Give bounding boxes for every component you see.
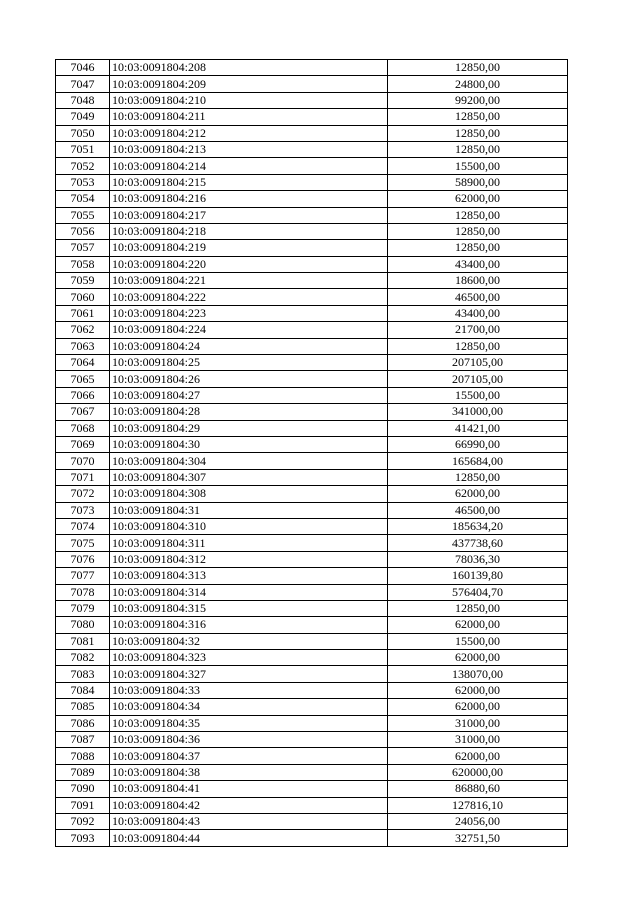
row-number-cell: 7060 [56,289,110,305]
table-row [56,551,568,567]
table-row [56,223,568,239]
cadastral-number-cell: 10:03:0091804:323 [110,650,388,666]
amount-cell: 31000,00 [388,732,568,748]
amount-cell: 160139,80 [388,568,568,584]
row-number-cell: 7077 [56,568,110,584]
row-number-cell: 7080 [56,617,110,633]
amount-cell: 41421,00 [388,420,568,436]
amount-cell: 341000,00 [388,404,568,420]
cadastral-number-cell: 10:03:0091804:327 [110,666,388,682]
row-number-cell: 7089 [56,764,110,780]
table-row [56,781,568,797]
cadastral-number-cell: 10:03:0091804:24 [110,338,388,354]
table-row [56,469,568,485]
row-number-cell: 7046 [56,60,110,76]
row-number-cell: 7056 [56,223,110,239]
row-number-cell: 7049 [56,109,110,125]
amount-cell: 12850,00 [388,60,568,76]
cadastral-number-cell: 10:03:0091804:313 [110,568,388,584]
amount-cell: 12850,00 [388,240,568,256]
row-number-cell: 7078 [56,584,110,600]
row-number-cell: 7058 [56,256,110,272]
table-row [56,748,568,764]
table-row [56,633,568,649]
row-number-cell: 7088 [56,748,110,764]
amount-cell: 576404,70 [388,584,568,600]
cadastral-number-cell: 10:03:0091804:221 [110,273,388,289]
cadastral-number-cell: 10:03:0091804:217 [110,207,388,223]
amount-cell: 31000,00 [388,715,568,731]
table-row [56,764,568,780]
amount-cell: 12850,00 [388,469,568,485]
amount-cell: 43400,00 [388,305,568,321]
amount-cell: 127816,10 [388,797,568,813]
cadastral-number-cell: 10:03:0091804:26 [110,371,388,387]
amount-cell: 207105,00 [388,371,568,387]
table-row [56,191,568,207]
table-row [56,715,568,731]
table-row [56,732,568,748]
row-number-cell: 7061 [56,305,110,321]
cadastral-number-cell: 10:03:0091804:33 [110,682,388,698]
row-number-cell: 7074 [56,518,110,534]
cadastral-number-cell: 10:03:0091804:43 [110,813,388,829]
table-row [56,830,568,846]
row-number-cell: 7064 [56,355,110,371]
table-row [56,240,568,256]
cadastral-number-cell: 10:03:0091804:28 [110,404,388,420]
table-row [56,518,568,534]
amount-cell: 62000,00 [388,682,568,698]
table-row [56,141,568,157]
data-table [55,59,568,847]
table-row [56,404,568,420]
table-row [56,76,568,92]
cadastral-number-cell: 10:03:0091804:212 [110,125,388,141]
row-number-cell: 7072 [56,486,110,502]
amount-cell: 62000,00 [388,699,568,715]
amount-cell: 165684,00 [388,453,568,469]
table-row [56,682,568,698]
cadastral-number-cell: 10:03:0091804:308 [110,486,388,502]
table-row [56,355,568,371]
amount-cell: 12850,00 [388,141,568,157]
cadastral-number-cell: 10:03:0091804:218 [110,223,388,239]
table-row [56,813,568,829]
row-number-cell: 7048 [56,92,110,108]
row-number-cell: 7084 [56,682,110,698]
table-row [56,305,568,321]
cadastral-number-cell: 10:03:0091804:208 [110,60,388,76]
row-number-cell: 7063 [56,338,110,354]
amount-cell: 185634,20 [388,518,568,534]
cadastral-number-cell: 10:03:0091804:220 [110,256,388,272]
row-number-cell: 7091 [56,797,110,813]
table-row [56,338,568,354]
amount-cell: 12850,00 [388,338,568,354]
table-row [56,436,568,452]
table-row [56,256,568,272]
cadastral-number-cell: 10:03:0091804:211 [110,109,388,125]
table-row [56,387,568,403]
table-row [56,174,568,190]
table-row [56,650,568,666]
row-number-cell: 7081 [56,633,110,649]
cadastral-number-cell: 10:03:0091804:25 [110,355,388,371]
row-number-cell: 7050 [56,125,110,141]
amount-cell: 99200,00 [388,92,568,108]
amount-cell: 62000,00 [388,191,568,207]
row-number-cell: 7082 [56,650,110,666]
cadastral-number-cell: 10:03:0091804:307 [110,469,388,485]
cadastral-number-cell: 10:03:0091804:312 [110,551,388,567]
amount-cell: 437738,60 [388,535,568,551]
row-number-cell: 7079 [56,600,110,616]
amount-cell: 15500,00 [388,158,568,174]
row-number-cell: 7057 [56,240,110,256]
amount-cell: 15500,00 [388,633,568,649]
amount-cell: 620000,00 [388,764,568,780]
amount-cell: 207105,00 [388,355,568,371]
table-row [56,502,568,518]
cadastral-number-cell: 10:03:0091804:41 [110,781,388,797]
cadastral-number-cell: 10:03:0091804:44 [110,830,388,846]
cadastral-number-cell: 10:03:0091804:42 [110,797,388,813]
table-row [56,125,568,141]
amount-cell: 138070,00 [388,666,568,682]
table-row [56,699,568,715]
amount-cell: 58900,00 [388,174,568,190]
amount-cell: 15500,00 [388,387,568,403]
row-number-cell: 7085 [56,699,110,715]
cadastral-number-cell: 10:03:0091804:36 [110,732,388,748]
row-number-cell: 7069 [56,436,110,452]
cadastral-number-cell: 10:03:0091804:29 [110,420,388,436]
cadastral-number-cell: 10:03:0091804:219 [110,240,388,256]
amount-cell: 46500,00 [388,289,568,305]
cadastral-number-cell: 10:03:0091804:37 [110,748,388,764]
amount-cell: 62000,00 [388,748,568,764]
row-number-cell: 7083 [56,666,110,682]
cadastral-number-cell: 10:03:0091804:224 [110,322,388,338]
table-row [56,486,568,502]
table-row [56,535,568,551]
amount-cell: 12850,00 [388,207,568,223]
amount-cell: 32751,50 [388,830,568,846]
table-row [56,92,568,108]
amount-cell: 43400,00 [388,256,568,272]
cadastral-number-cell: 10:03:0091804:30 [110,436,388,452]
table-row [56,289,568,305]
row-number-cell: 7068 [56,420,110,436]
row-number-cell: 7051 [56,141,110,157]
table-row [56,666,568,682]
row-number-cell: 7087 [56,732,110,748]
cadastral-number-cell: 10:03:0091804:216 [110,191,388,207]
row-number-cell: 7067 [56,404,110,420]
amount-cell: 12850,00 [388,600,568,616]
cadastral-number-cell: 10:03:0091804:215 [110,174,388,190]
amount-cell: 46500,00 [388,502,568,518]
row-number-cell: 7055 [56,207,110,223]
table-row [56,420,568,436]
amount-cell: 12850,00 [388,125,568,141]
row-number-cell: 7073 [56,502,110,518]
amount-cell: 62000,00 [388,486,568,502]
row-number-cell: 7070 [56,453,110,469]
cadastral-number-cell: 10:03:0091804:314 [110,584,388,600]
cadastral-number-cell: 10:03:0091804:210 [110,92,388,108]
table-row [56,568,568,584]
row-number-cell: 7093 [56,830,110,846]
cadastral-number-cell: 10:03:0091804:35 [110,715,388,731]
cadastral-number-cell: 10:03:0091804:213 [110,141,388,157]
cadastral-number-cell: 10:03:0091804:209 [110,76,388,92]
table-row [56,60,568,76]
amount-cell: 21700,00 [388,322,568,338]
cadastral-number-cell: 10:03:0091804:311 [110,535,388,551]
table-row [56,600,568,616]
cadastral-number-cell: 10:03:0091804:32 [110,633,388,649]
row-number-cell: 7066 [56,387,110,403]
row-number-cell: 7071 [56,469,110,485]
row-number-cell: 7075 [56,535,110,551]
table-row [56,617,568,633]
cadastral-number-cell: 10:03:0091804:214 [110,158,388,174]
row-number-cell: 7053 [56,174,110,190]
row-number-cell: 7052 [56,158,110,174]
amount-cell: 62000,00 [388,617,568,633]
table-row [56,797,568,813]
row-number-cell: 7076 [56,551,110,567]
amount-cell: 62000,00 [388,650,568,666]
row-number-cell: 7054 [56,191,110,207]
table-row [56,109,568,125]
cadastral-number-cell: 10:03:0091804:310 [110,518,388,534]
table-row [56,322,568,338]
table-row [56,453,568,469]
row-number-cell: 7092 [56,813,110,829]
table-row [56,158,568,174]
row-number-cell: 7090 [56,781,110,797]
amount-cell: 24800,00 [388,76,568,92]
amount-cell: 78036,30 [388,551,568,567]
row-number-cell: 7047 [56,76,110,92]
cadastral-number-cell: 10:03:0091804:222 [110,289,388,305]
table-row [56,371,568,387]
cadastral-number-cell: 10:03:0091804:31 [110,502,388,518]
data-table-body [56,60,568,847]
cadastral-number-cell: 10:03:0091804:316 [110,617,388,633]
table-row [56,584,568,600]
cadastral-number-cell: 10:03:0091804:27 [110,387,388,403]
row-number-cell: 7062 [56,322,110,338]
row-number-cell: 7059 [56,273,110,289]
cadastral-number-cell: 10:03:0091804:38 [110,764,388,780]
row-number-cell: 7086 [56,715,110,731]
row-number-cell: 7065 [56,371,110,387]
cadastral-number-cell: 10:03:0091804:34 [110,699,388,715]
amount-cell: 86880,60 [388,781,568,797]
amount-cell: 12850,00 [388,109,568,125]
amount-cell: 12850,00 [388,223,568,239]
table-row [56,273,568,289]
cadastral-number-cell: 10:03:0091804:315 [110,600,388,616]
cadastral-number-cell: 10:03:0091804:304 [110,453,388,469]
amount-cell: 66990,00 [388,436,568,452]
cadastral-number-cell: 10:03:0091804:223 [110,305,388,321]
amount-cell: 24056,00 [388,813,568,829]
table-row [56,207,568,223]
amount-cell: 18600,00 [388,273,568,289]
